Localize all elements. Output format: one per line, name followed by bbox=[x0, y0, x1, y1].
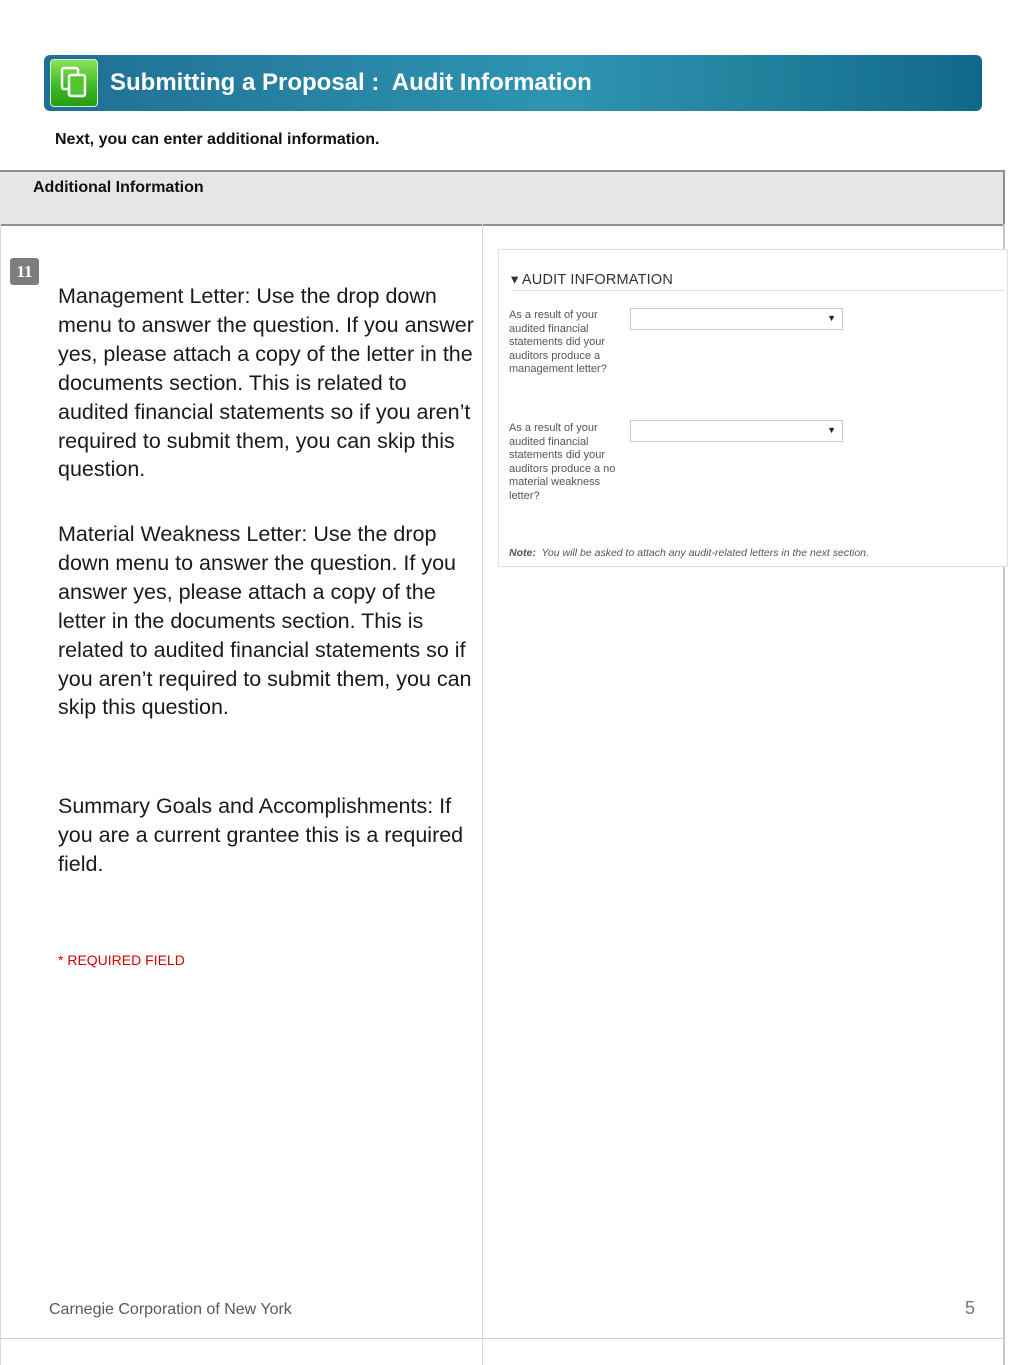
audit-information-heading[interactable] bbox=[511, 272, 673, 288]
material-weakness-select[interactable] bbox=[630, 420, 843, 442]
management-letter-instruction: Management Letter: Use the drop down menu to answer the question. If you answer yes, please attach a copy of the letter in the documents section. This is related to audited financial statements so if you aren’t required to submit them, you can skip this question. bbox=[58, 284, 474, 482]
page-title: Submitting a Proposal : Audit Information bbox=[110, 69, 592, 96]
step-badge: 11 bbox=[10, 258, 39, 285]
intro-text: Next, you can enter additional information. bbox=[55, 131, 380, 148]
attachment-note bbox=[509, 547, 869, 559]
section-title: Additional Information bbox=[33, 179, 204, 196]
note-label: Note: bbox=[509, 547, 536, 559]
document-copy-icon bbox=[50, 59, 98, 107]
material-weakness-instruction: Material Weakness Letter: Use the drop down menu to answer the question. If you answer yes, please attach a copy of the letter in the documents section. This is related to audited financial statements so if you aren’t required to submit them, you can skip this question. bbox=[58, 522, 472, 720]
audit-information-form bbox=[498, 249, 1008, 567]
header-banner bbox=[44, 55, 982, 111]
triangle-down-icon: ▾ bbox=[511, 272, 519, 288]
audit-information-title: AUDIT INFORMATION bbox=[521, 272, 674, 288]
summary-goals-instruction: Summary Goals and Accomplishments: If you are a current grantee this is a required field. bbox=[58, 794, 464, 876]
section-header bbox=[0, 170, 1005, 226]
footer-organization: Carnegie Corporation of New York bbox=[49, 1301, 292, 1318]
page-number: 5 bbox=[965, 1298, 976, 1318]
divider bbox=[511, 290, 1005, 291]
material-weakness-label: As a result of your audited financial statements did your auditors produce a no material weakness letter? bbox=[509, 422, 616, 502]
divider bbox=[0, 1338, 1005, 1339]
note-text: You will be asked to attach any audit-related letters in the next section. bbox=[541, 547, 869, 559]
management-letter-label: As a result of your audited financial statements did your auditors produce a management letter? bbox=[509, 309, 607, 376]
dropdown-arrow-icon: ▼ bbox=[827, 313, 836, 323]
management-letter-select[interactable] bbox=[630, 308, 843, 330]
required-field-note: * REQUIRED FIELD bbox=[58, 952, 185, 968]
dropdown-arrow-icon: ▼ bbox=[827, 425, 836, 435]
